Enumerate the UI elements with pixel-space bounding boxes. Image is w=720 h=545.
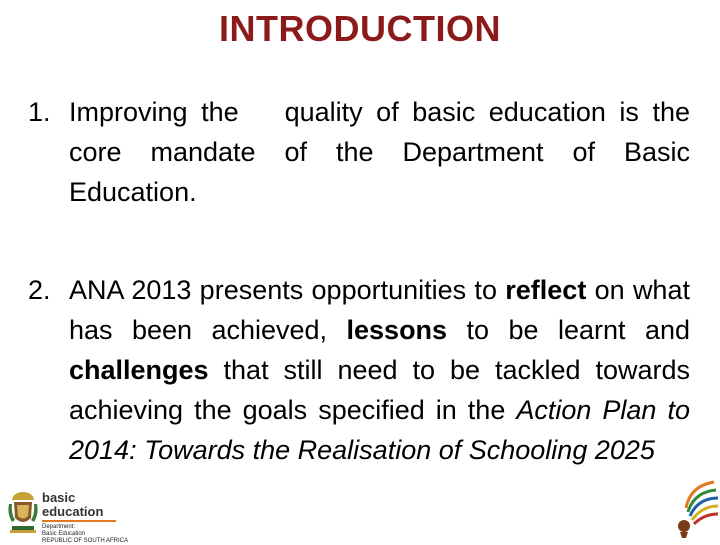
item-text-part: of the Department of Basic Education. [69,137,690,207]
item-text-part: to be learnt and [466,315,690,345]
emphasis-reflect: reflect [505,275,587,305]
item-number: 2. [28,275,51,305]
action-plan-title: Action Plan to 2014: Towards the Realisation of Schooling 2025 [69,395,690,465]
item-text-part: on what has been achieved, [69,275,690,345]
item-text [69,270,690,470]
anniversary-logo-icon [676,478,720,540]
brand-block [42,491,128,545]
country-name: REPUBLIC OF SOUTH AFRICA [42,538,129,544]
item-text-part: Improving the [69,97,239,127]
brand-accent-bar [42,520,116,522]
item-text-part: quality of basic education [284,97,606,127]
item-text [69,92,690,212]
emphasis-challenges: challenges [69,355,209,385]
dept-line: Department: [42,524,76,530]
brand-name: basic education [42,490,104,519]
slide-title: INTRODUCTION [219,8,501,49]
item-number: 1. [28,97,51,127]
item-text-part: is the core mandate [69,97,690,167]
dept-name: Basic Education [42,531,86,537]
list-item-1 [28,92,690,212]
emphasis-lessons: lessons [346,315,448,345]
item-text-part: that still need to be tackled towards achieving the goals specified in the [69,355,690,425]
dbe-logo [2,488,129,544]
coat-of-arms-icon [6,490,40,534]
item-text-part: ANA 2013 presents opportunities to [69,275,497,305]
list-item-2 [28,270,690,470]
